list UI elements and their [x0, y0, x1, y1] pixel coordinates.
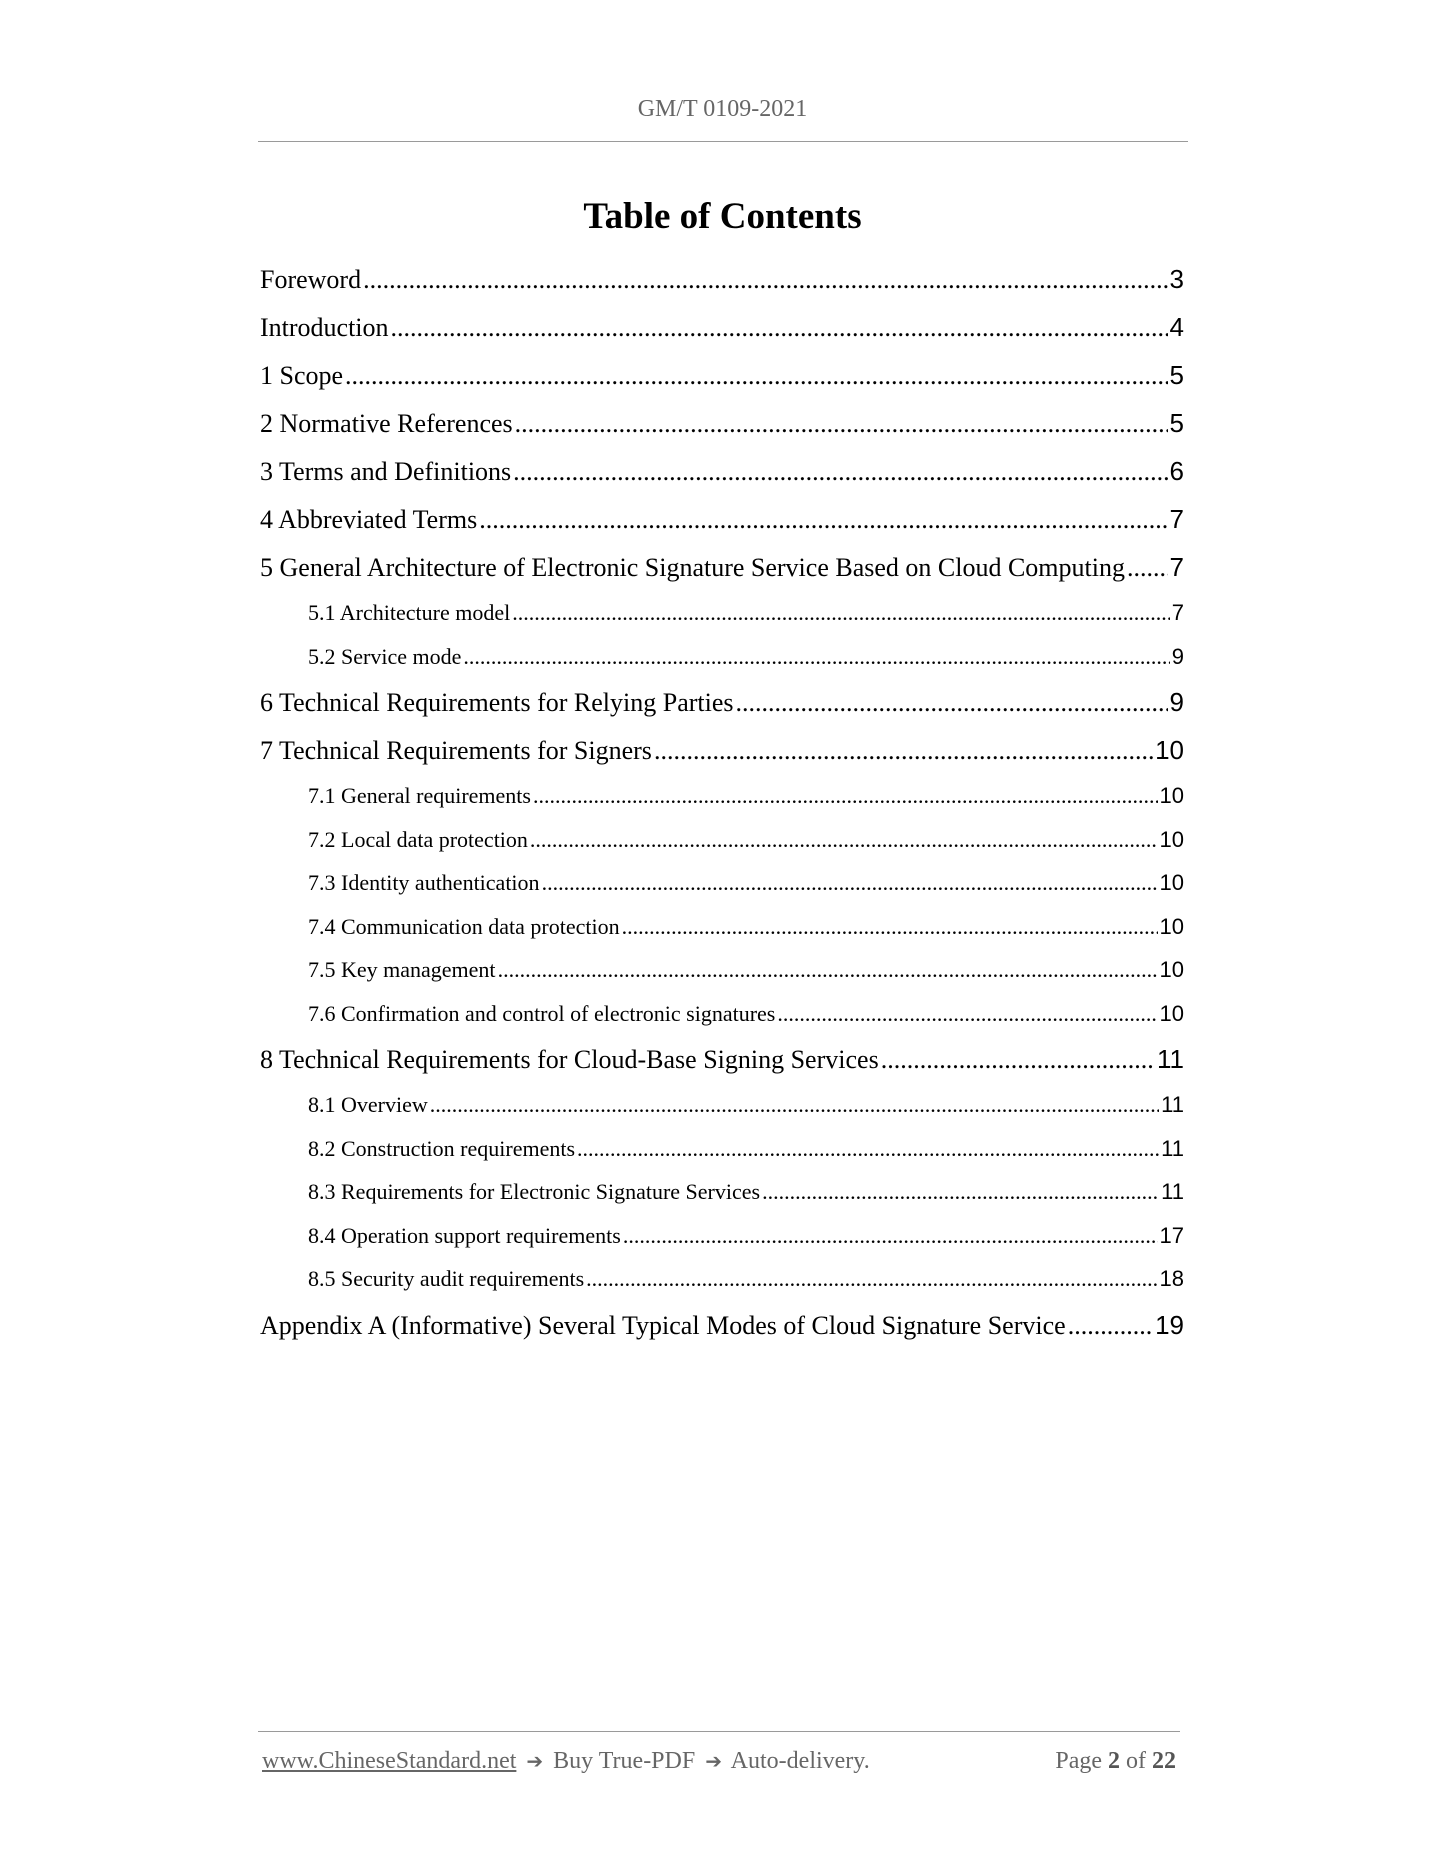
toc-entry-page: 10	[1159, 1000, 1184, 1026]
toc-dot-leader	[736, 688, 1168, 718]
toc-entry-label: 8.1 Overview	[308, 1092, 428, 1117]
toc-entry-page: 10	[1159, 826, 1184, 852]
toc-subentry[interactable]	[260, 827, 1184, 871]
toc-entry-page: 3	[1169, 264, 1184, 294]
toc-entry-label: 3 Terms and Definitions	[260, 457, 512, 486]
toc-entry-label: 5.1 Architecture model	[308, 600, 511, 625]
toc-entry-page: 11	[1161, 1092, 1184, 1117]
toc-dot-leader	[881, 1045, 1155, 1075]
toc-subentry[interactable]	[260, 870, 1184, 914]
toc-entry[interactable]	[260, 1310, 1184, 1358]
toc-dot-leader	[512, 600, 1170, 626]
toc-dot-leader	[762, 1179, 1159, 1205]
page-number	[1055, 1748, 1176, 1775]
toc-entry[interactable]	[260, 687, 1184, 735]
toc-entry-page: 7	[1171, 600, 1184, 625]
toc-entry-page: 5	[1169, 360, 1184, 390]
toc-dot-leader	[363, 265, 1167, 295]
toc-subentry[interactable]	[260, 1266, 1184, 1310]
toc-entry-label: 5.2 Service mode	[308, 643, 462, 669]
toc-entry-label: 7.5 Key management	[308, 957, 496, 982]
header-divider	[258, 141, 1188, 142]
toc-dot-leader	[586, 1266, 1157, 1292]
toc-entry-page: 11	[1161, 1135, 1184, 1161]
toc-entry-page: 10	[1159, 870, 1184, 895]
toc-entry-page: 10	[1159, 957, 1184, 982]
toc-entry-page: 10	[1159, 783, 1184, 808]
toc-entry-label: 8.3 Requirements for Electronic Signature Services	[308, 1179, 761, 1204]
footer-links	[262, 1748, 870, 1775]
toc-dot-leader	[542, 870, 1158, 896]
of-word: of	[1126, 1748, 1146, 1774]
current-page: 2	[1108, 1748, 1120, 1774]
page-title: Table of Contents	[583, 196, 862, 237]
toc-entry[interactable]	[260, 360, 1184, 408]
toc-entry[interactable]	[260, 264, 1184, 312]
toc-entry-label: 7.2 Local data protection	[308, 826, 528, 852]
toc-dot-leader	[479, 505, 1167, 535]
toc-entry-page: 5	[1169, 408, 1184, 438]
toc-subentry[interactable]	[260, 1136, 1184, 1180]
toc-dot-leader	[498, 957, 1158, 983]
delivery-text: Auto-delivery.	[730, 1748, 870, 1774]
toc-entry-label: 6 Technical Requirements for Relying Parties	[260, 688, 734, 717]
toc-entry-page: 10	[1155, 735, 1184, 765]
toc-subentry[interactable]	[260, 1092, 1184, 1136]
toc-entry-page: 6	[1169, 456, 1184, 486]
toc-dot-leader	[463, 644, 1169, 670]
toc-subentry[interactable]	[260, 644, 1184, 688]
toc-entry-label: Appendix A (Informative) Several Typical Modes of Cloud Signature Service	[260, 1310, 1066, 1340]
toc-subentry[interactable]	[260, 957, 1184, 1001]
toc-subentry[interactable]	[260, 1001, 1184, 1045]
toc-dot-leader	[654, 736, 1153, 766]
toc-entry-label: 1 Scope	[260, 361, 344, 390]
toc-subentry[interactable]	[260, 1179, 1184, 1223]
toc-entry-label: 7.4 Communication data protection	[308, 913, 620, 939]
toc-entry[interactable]	[260, 312, 1184, 360]
toc-entry[interactable]	[260, 735, 1184, 783]
footer-divider	[258, 1731, 1180, 1732]
toc-entry-label: 8.5 Security audit requirements	[308, 1266, 585, 1291]
toc-dot-leader	[623, 1223, 1158, 1249]
toc-subentry[interactable]	[260, 914, 1184, 958]
toc-entry-label: 5 General Architecture of Electronic Signature Service Based on Cloud Computing	[260, 553, 1125, 582]
toc-entry[interactable]	[260, 504, 1184, 552]
toc-entry-label: 8.4 Operation support requirements	[308, 1222, 621, 1248]
toc-dot-leader	[622, 914, 1158, 940]
toc-entry-label: Foreword	[260, 265, 362, 294]
toc-entry-label: 7.1 General requirements	[308, 783, 531, 808]
toc-dot-leader	[1068, 1311, 1153, 1341]
toc-entry-label: 4 Abbreviated Terms	[260, 505, 478, 534]
toc-dot-leader	[1127, 553, 1168, 583]
toc-dot-leader	[513, 457, 1167, 487]
buy-pdf-text: Buy True-PDF	[553, 1748, 696, 1774]
toc-entry-page: 7	[1169, 552, 1184, 582]
toc-entry-page: 10	[1159, 913, 1184, 939]
toc-dot-leader	[530, 827, 1158, 853]
toc-entry-label: 8.2 Construction requirements	[308, 1135, 576, 1161]
toc-entry-page: 11	[1161, 1179, 1184, 1204]
toc-entry[interactable]	[260, 408, 1184, 456]
toc-entry-page: 19	[1155, 1309, 1184, 1340]
toc-entry[interactable]	[260, 1044, 1184, 1092]
toc-subentry[interactable]	[260, 783, 1184, 827]
toc-subentry[interactable]	[260, 1223, 1184, 1267]
toc-dot-leader	[515, 409, 1168, 439]
toc-entry-page: 18	[1159, 1266, 1184, 1291]
arrow-right-icon: ➔	[705, 1749, 722, 1773]
toc-entry-page: 9	[1171, 643, 1184, 669]
toc-entry-page: 11	[1157, 1044, 1184, 1074]
arrow-right-icon: ➔	[526, 1749, 544, 1773]
toc-entry-label: 8 Technical Requirements for Cloud-Base Signing Services	[260, 1045, 879, 1074]
toc-entry-label: 7.6 Confirmation and control of electronic signatures	[308, 1000, 776, 1026]
toc-subentry[interactable]	[260, 600, 1184, 644]
page-word: Page	[1055, 1748, 1102, 1774]
toc-dot-leader	[777, 1001, 1157, 1027]
total-pages: 22	[1152, 1748, 1176, 1774]
table-of-contents	[260, 264, 1184, 1358]
toc-dot-leader	[430, 1092, 1159, 1118]
toc-dot-leader	[577, 1136, 1159, 1162]
toc-entry-label: Introduction	[260, 313, 389, 342]
toc-entry-page: 7	[1169, 504, 1184, 534]
toc-entry-page: 9	[1169, 687, 1184, 717]
toc-entry-label: 7.3 Identity authentication	[308, 870, 540, 895]
toc-dot-leader	[345, 361, 1167, 391]
toc-dot-leader	[391, 313, 1168, 343]
toc-dot-leader	[533, 783, 1158, 809]
toc-entry-label: 7 Technical Requirements for Signers	[260, 736, 652, 765]
toc-entry[interactable]	[260, 552, 1184, 600]
toc-entry-label: 2 Normative References	[260, 409, 513, 438]
toc-entry[interactable]	[260, 456, 1184, 504]
toc-entry-page: 17	[1159, 1222, 1184, 1248]
toc-entry-page: 4	[1169, 312, 1184, 342]
running-header: GM/T 0109-2021	[637, 96, 808, 122]
site-link[interactable]: www.ChineseStandard.net	[262, 1748, 517, 1774]
